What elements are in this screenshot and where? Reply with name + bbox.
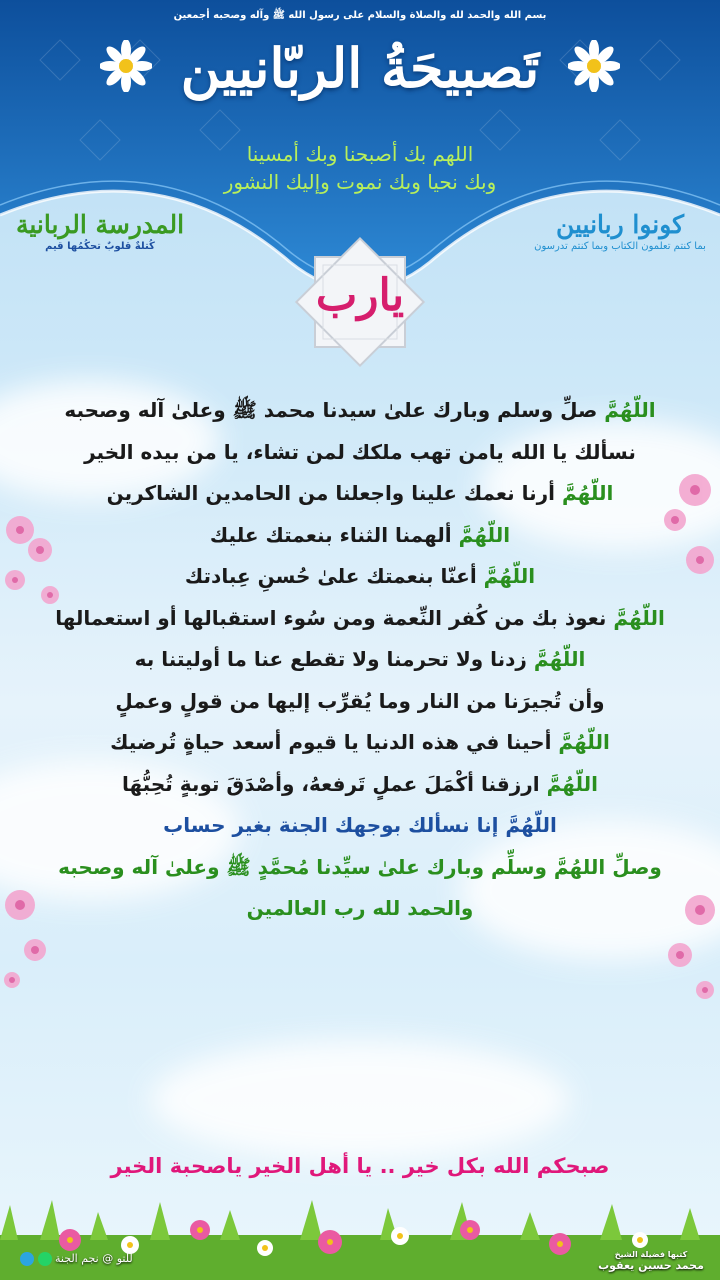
madrasa-logo: [10, 210, 190, 252]
text-line: وأن تُجيرَنا من النار وما يُقرِّب إليها من قولٍ وعملٍ: [115, 688, 605, 713]
logo-title: كونوا ربانيين: [555, 210, 685, 239]
text-line: والحمد لله رب العالمين: [246, 896, 474, 920]
text-line: اللّهُمَّ نعوذ بك من كُفر النِّعمة ومن سُوء استقبالها أو استعمالها: [55, 605, 665, 630]
text-line: اللّهُمَّ ألهمنا الثناء بنعمتك عليك: [209, 522, 511, 547]
closing-greeting: صبحكم الله بكل خير .. يا أهل الخير ياصحبة الخير: [110, 1154, 610, 1178]
kuno-rabbaniyin-logo: [530, 210, 710, 252]
text-line: اللّهُمَّ أعنّا بنعمتك علىٰ حُسنِ عِبادتك: [184, 564, 536, 588]
whatsapp-icon: [38, 1252, 52, 1266]
cloud: [150, 1040, 570, 1160]
morning-dua: [0, 140, 720, 196]
logo-title: المدرسة الربانية: [15, 210, 185, 239]
signature-name: محمد حسين يعقوب: [598, 1259, 704, 1272]
text-line: اللّهُمَّ إنا نسألك بوجهك الجنة بغير حساب: [163, 813, 557, 837]
text-line: اللّهُمَّ أحينا في هذه الدنيا يا قيوم أسعد حياةٍ تُرضيك: [110, 730, 610, 754]
telegram-icon: [20, 1252, 34, 1266]
text-line: نسألك يا الله يامن تهب ملكك لمن تشاء، يا من بيده الخير: [84, 439, 636, 464]
pink-flower-icon: [0, 880, 70, 1000]
channel-handle[interactable]: [20, 1252, 133, 1266]
text-line: اللّهُمَّ زدنا ولا تحرمنا ولا تقطع عنا ما أوليتنا به: [134, 647, 586, 671]
channel-text: للتو @ نجم الجنة: [55, 1252, 133, 1265]
page-title: تَصبيحَةُ الربّانيين: [180, 36, 540, 100]
text-line: وصلِّ اللهُمَّ وسلِّم وبارك علىٰ سيِّدنا مُحمَّدٍ ﷺ وعلىٰ آله وصحبه: [58, 854, 662, 879]
text-line: اللّهُمَّ أرنا نعمك علينا واجعلنا من الحامدين الشاكرين: [106, 481, 614, 505]
pink-flower-icon: [640, 460, 720, 600]
text-line: اللّهُمَّ صلِّ وسلم وبارك علىٰ سيدنا محمد ﷺ وعلىٰ آله وصحبه: [64, 398, 656, 422]
pink-flower-icon: [650, 880, 720, 1010]
logo-subtitle: كُتلةٌ قلوبٌ تحكُمُها قيم: [45, 241, 155, 252]
daisy-icon: [568, 40, 620, 92]
dua-line: وبك نحيا وبك نموت وإليك النشور: [223, 170, 497, 194]
text-line: اللّهُمَّ ارزقنا أكْمَلَ عملٍ تَرفعهُ، وأصْدَقَ توبةٍ تُحِبُّهَا: [121, 771, 599, 796]
pink-flower-icon: [0, 500, 80, 620]
logo-subtitle: بما كنتم تعلمون الكتاب وبما كنتم تدرسون: [534, 241, 706, 252]
signature: [588, 1250, 714, 1272]
supplication-text: [30, 390, 690, 930]
signature-caption: كتبها فضيلة الشيخ: [614, 1250, 688, 1259]
bismillah-text: بسم الله والحمد لله والصلاة والسلام على رسول الله ﷺ وآله وصحبه أجمعين: [173, 10, 547, 21]
daisy-icon: [100, 40, 152, 92]
dua-line: اللهم بك أصبحنا وبك أمسينا: [246, 142, 474, 166]
ya-rabb-calligraphy: يارب: [315, 270, 405, 321]
